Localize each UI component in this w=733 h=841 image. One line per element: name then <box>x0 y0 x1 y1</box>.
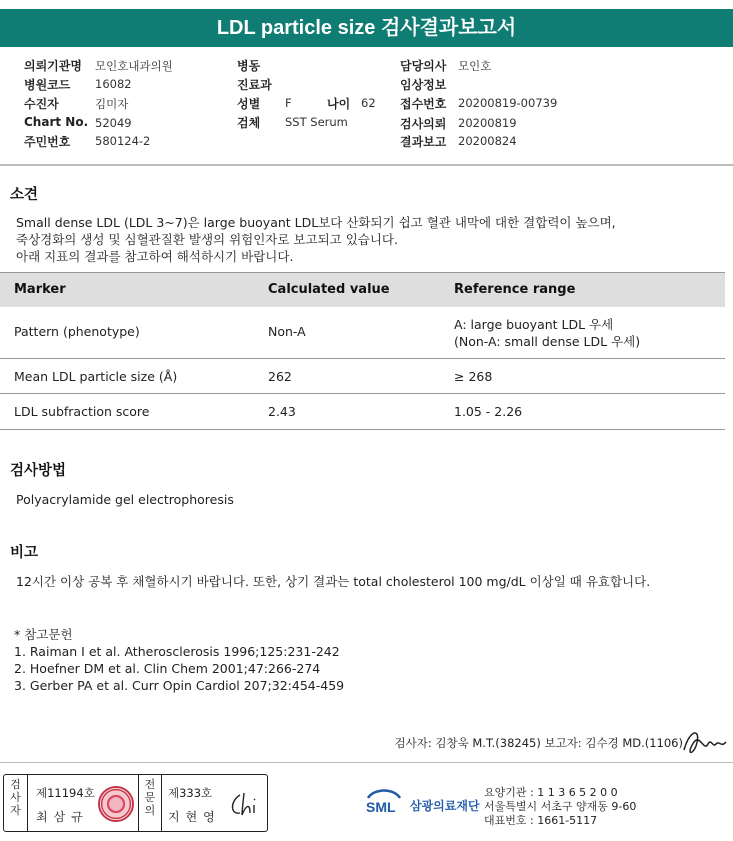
label-char: 검 <box>10 778 21 791</box>
info-value: 20200819-00739 <box>458 96 558 110</box>
info-label: 검사의뢰 <box>400 117 447 131</box>
info-value: 모인호 <box>458 59 492 73</box>
cell-value: 2.43 <box>268 404 296 419</box>
findings-heading: 소견 <box>10 187 39 203</box>
sml-logo <box>364 786 494 820</box>
cell-value: Non-A <box>268 324 306 339</box>
cell-range: (Non-A: small dense LDL 우세) <box>454 334 641 349</box>
info-label: 병동 <box>237 59 261 73</box>
findings-line: Small dense LDL (LDL 3~7)은 large buoyant LDL보다 산화되기 쉽고 혈관 내막에 대한 결합력이 높으며, <box>16 215 616 230</box>
cell-range: A: large buoyant LDL 우세 <box>454 317 614 332</box>
table-row <box>0 307 725 359</box>
logo-icon <box>364 786 404 816</box>
info-value: 52049 <box>95 116 132 130</box>
remark-text: 12시간 이상 공복 후 채혈하시기 바랍니다. 또한, 상기 결과는 total cholesterol 100 mg/dL 이상일 때 유효합니다. <box>16 574 651 589</box>
cell-range: ≥ 268 <box>454 369 493 384</box>
org-line: 서울특별시 서초구 양재동 9-60 <box>484 800 637 813</box>
org-line: 대표번호 : 1661-5117 <box>484 814 598 827</box>
table-header <box>0 272 725 307</box>
info-label: 담당의사 <box>400 59 447 73</box>
header-marker: Marker <box>14 282 66 297</box>
info-value: F <box>285 96 292 110</box>
info-value: 20200824 <box>458 134 517 148</box>
info-value: SST Serum <box>285 115 348 129</box>
references <box>14 626 344 694</box>
cell-marker: LDL subfraction score <box>14 404 150 419</box>
info-divider <box>0 164 733 166</box>
info-value: 580124-2 <box>95 134 151 148</box>
specialist-label <box>138 775 162 831</box>
info-label: 결과보고 <box>400 135 447 149</box>
header-range: Reference range <box>454 282 576 297</box>
reference-item: 3. Gerber PA et al. Curr Opin Cardiol 207;32:454-459 <box>14 678 345 693</box>
info-value: 김미자 <box>95 97 129 111</box>
cell-marker: Pattern (phenotype) <box>14 324 140 339</box>
info-label: 주민번호 <box>24 135 71 149</box>
org-line: 요양기관 : 1 1 3 6 5 2 0 0 <box>484 786 618 799</box>
label-char: 전 <box>144 778 156 791</box>
info-value: 모인호내과의원 <box>95 59 173 73</box>
org-name: 삼광의료재단 <box>410 799 480 813</box>
method-text: Polyacrylamide gel electrophoresis <box>16 492 234 507</box>
specialist-name: 지현영 <box>168 810 221 824</box>
inspector-number: 제11194호 <box>36 786 95 800</box>
info-label: 의뢰기관명 <box>24 59 82 73</box>
logo-text: SML <box>366 799 396 815</box>
findings-text <box>16 214 616 265</box>
info-label: 나이 <box>327 97 351 111</box>
info-label: 병원코드 <box>24 78 71 92</box>
findings-line: 아래 지표의 결과를 참고하여 해석하시기 바랍니다. <box>16 249 294 264</box>
cell-value: 262 <box>268 369 292 384</box>
findings-line: 죽상경화의 생성 및 심혈관질환 발생의 위험인자로 보고되고 있습니다. <box>16 232 398 247</box>
label-char: 문 <box>144 791 156 804</box>
info-label: 접수번호 <box>400 97 447 111</box>
info-label: 진료과 <box>237 78 272 92</box>
info-value: 20200819 <box>458 116 517 130</box>
signature-icon <box>680 724 730 758</box>
signature-line: 검사자: 김창욱 M.T.(38245) 보고자: 김수경 MD.(1106) <box>394 736 683 750</box>
footer-divider <box>0 762 733 763</box>
info-label: 성별 <box>237 97 261 111</box>
org-info <box>484 786 636 828</box>
inspector-name: 최삼규 <box>36 810 89 824</box>
table-row <box>0 394 725 430</box>
table-row <box>0 359 725 394</box>
seal-icon <box>98 786 134 822</box>
patient-info <box>0 50 733 162</box>
label-char: 의 <box>144 804 156 817</box>
report-title: LDL particle size 검사결과보고서 <box>0 9 733 47</box>
reference-item: 1. Raiman I et al. Atherosclerosis 1996;125:231-242 <box>14 644 340 659</box>
references-title: * 참고문헌 <box>14 627 73 642</box>
info-label: 임상정보 <box>400 78 447 92</box>
info-label: Chart No. <box>24 115 89 129</box>
cell-marker: Mean LDL particle size (Å) <box>14 369 178 384</box>
label-char: 자 <box>10 804 21 817</box>
inspector-label <box>4 775 28 831</box>
label-char: 사 <box>10 791 21 804</box>
info-value: 16082 <box>95 77 132 91</box>
specialist-number: 제333호 <box>168 786 213 800</box>
header-value: Calculated value <box>268 282 390 297</box>
info-label: 수진자 <box>24 97 59 111</box>
method-heading: 검사방법 <box>10 463 67 479</box>
info-label: 검체 <box>237 116 261 130</box>
info-value: 62 <box>361 96 376 110</box>
signature-icon <box>226 789 264 821</box>
remark-heading: 비고 <box>10 545 39 561</box>
cell-range: 1.05 - 2.26 <box>454 404 523 419</box>
license-stamp <box>3 774 268 832</box>
reference-item: 2. Hoefner DM et al. Clin Chem 2001;47:266-274 <box>14 661 321 676</box>
